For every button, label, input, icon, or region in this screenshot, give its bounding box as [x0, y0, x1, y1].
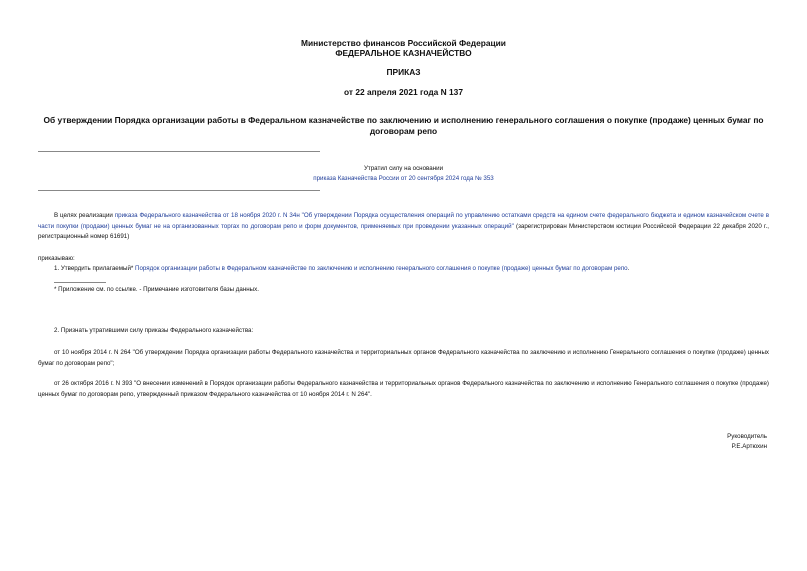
signature-role: Руководитель	[727, 433, 767, 440]
lost-force-note: Утратил силу на основании	[363, 165, 444, 172]
document-type: ПРИКАЗ	[386, 67, 421, 77]
divider-bottom	[38, 190, 320, 191]
item-1	[54, 264, 769, 275]
order-word: приказываю:	[38, 255, 75, 262]
preamble-order-link[interactable]: приказа Федерального казначейства от 18 ноября 2020 г. N 34н "Об утверждении Порядка осуществления операций по управлению остатками средств на едином счете федерального бюджета и едином казначейском счете в части покупки (продажи) ценных бумаг не на организованных торгах по договорам репо и форм документов, применяемых при проведении указанных операций"	[38, 212, 769, 230]
preamble-paragraph	[38, 211, 769, 243]
item-2-sub-1: от 10 ноября 2014 г. N 264 "Об утверждении Порядка организации работы Федерального казначейства и территориальных органов Федерального казначейства по заключению и исполнению Генерального соглашения о покупке (продаже) ценных бумаг по договорам репо";	[38, 349, 769, 367]
ministry-name: Министерство финансов Российской Федерации	[301, 38, 506, 48]
document-date-number: от 22 апреля 2021 года N 137	[344, 87, 463, 97]
treasury-name: ФЕДЕРАЛЬНОЕ КАЗНАЧЕЙСТВО	[335, 48, 472, 58]
item-1-end: .	[627, 265, 630, 272]
lost-force-link[interactable]: приказа Казначейства России от 20 сентября 2024 года № 353	[313, 175, 494, 182]
document-title: Об утверждении Порядка организации работы в Федеральном казначействе по заключению и исполнению генерального соглашения о покупке (продаже) ценных бумаг по договорам репо	[43, 115, 764, 136]
preamble-tail: (зарегистрирован Министерством юстиции Российской Федерации 22 декабря 2020 г., регистрационный номер 61691)	[38, 222, 769, 240]
signature-name: Р.Е.Артюхин	[731, 443, 767, 450]
lost-force-link-row	[0, 175, 807, 183]
footnote: * Приложение см. по ссылке. - Примечание изготовителя базы данных.	[54, 286, 259, 293]
item-1-text: 1. Утвердить прилагаемый*	[54, 265, 136, 272]
divider-top	[38, 151, 320, 152]
item-2: 2. Признать утратившими силу приказы Федерального казначейства:	[54, 327, 254, 334]
footnote-divider	[54, 282, 106, 283]
item-2-sub-2: от 26 октября 2016 г. N 393 "О внесении изменений в Порядок организации работы Федерального казначейства и территориальных органов Федерального казначейства по заключению и исполнению Генерального соглашения о покупке (продаже) ценных бумаг по договорам репо, утвержденный приказом Федерального казначейства от 10 ноября 2014 г. N 264".	[38, 380, 769, 398]
preamble-intro: В целях реализации	[54, 212, 115, 219]
procedure-link[interactable]: Порядок организации работы в Федеральном казначействе по заключению и исполнению генерального соглашения о покупке (продаже) ценных бумаг по договорам репо	[135, 265, 628, 272]
